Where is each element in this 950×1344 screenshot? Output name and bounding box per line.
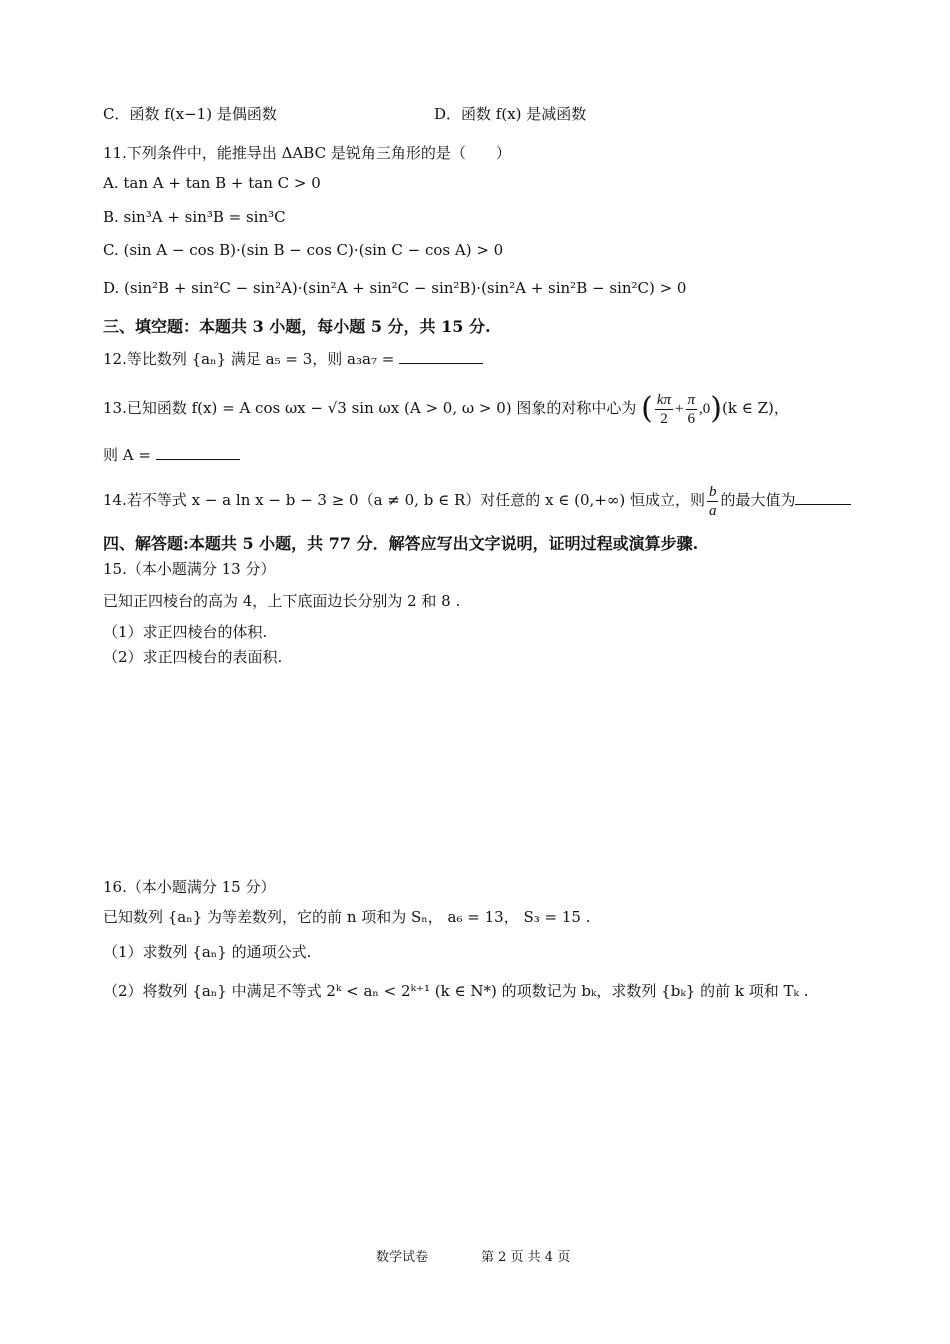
q13-plus: +: [675, 401, 684, 417]
q13-fraction-k-pi-over-2: $\frac{k\pi}{2}$: [656, 391, 672, 427]
q11-option-a: A. tan A + tan B + tan C > 0: [103, 174, 321, 192]
q12-stem: 12.等比数列 {aₙ} 满足 a₅ = 3，则 a₃a₇ =: [103, 350, 395, 368]
q15-stem: 已知正四棱台的高为 4，上下底面边长分别为 2 和 8 .: [103, 592, 461, 610]
q13-fraction-pi-over-6: $\frac{\pi}{6}$: [687, 391, 696, 427]
q13-tail: ,0: [699, 401, 711, 417]
q11-option-d: D. (sin²B + sin²C − sin²A)·(sin²A + sin²C − sin²B)·(sin²A + sin²B − sin²C) > 0: [103, 279, 687, 297]
q13-line2: [103, 444, 240, 466]
q11-stem: 11.下列条件中，能推导出 ΔABC 是锐角三角形的是（ ）: [103, 144, 511, 162]
q14-fraction-b-over-a: $\frac{b}{a}$: [708, 483, 717, 519]
q14-answer-blank: [795, 490, 851, 505]
q16-stem: 已知数列 {aₙ} 为等差数列，它的前 n 项和为 Sₙ， a₆ = 13， S₃ = 15 .: [103, 908, 591, 926]
section3-title: 三、填空题：本题共 3 小题，每小题 5 分，共 15 分.: [103, 317, 491, 336]
footer-subject: 数学试卷: [376, 1250, 429, 1265]
q13-stem: 13.已知函数 f(x) = A cos ωx − √3 sin ωx (A > 0, ω > 0) 图象的对称中心为: [103, 399, 637, 417]
q15-part2: （2）求正四棱台的表面积.: [103, 648, 283, 666]
q15-header: 15.（本小题满分 13 分）: [103, 560, 276, 578]
q13-answer-blank: [156, 445, 240, 460]
q12-answer-blank: [399, 349, 483, 364]
section4-title: 四、解答题:本题共 5 小题，共 77 分．解答应写出文字说明，证明过程或演算步骤.: [103, 534, 699, 553]
q16-part2: （2）将数列 {aₙ} 中满足不等式 2ᵏ < aₙ < 2ᵏ⁺¹ (k ∈ N*) 的项数记为 bₖ，求数列 {bₖ} 的前 k 项和 Tₖ .: [103, 982, 809, 1000]
q13-left-paren: (: [641, 391, 653, 426]
q13-condition: (k ∈ Z)，: [722, 399, 789, 417]
q11-option-c: C. (sin A − cos B)·(sin B − cos C)·(sin C − cos A) > 0: [103, 241, 504, 259]
q14-text: [103, 478, 851, 522]
q13-text: [103, 386, 789, 430]
q12-text: [103, 348, 483, 370]
q10-option-c: C．函数 f(x−1) 是偶函数: [103, 105, 277, 123]
q11-option-b: B. sin³A + sin³B = sin³C: [103, 208, 286, 226]
q13-answer-label: 则 A =: [103, 446, 151, 464]
q16-part1: （1）求数列 {aₙ} 的通项公式.: [103, 943, 312, 961]
q16-header: 16.（本小题满分 15 分）: [103, 878, 276, 896]
q14-tail: 的最大值为: [720, 491, 796, 509]
q10-option-d: D．函数 f(x) 是减函数: [434, 105, 587, 123]
q14-stem: 14.若不等式 x − a ln x − b − 3 ≥ 0（a ≠ 0, b ∈ R）对任意的 x ∈ (0,+∞) 恒成立，则: [103, 491, 705, 509]
q13-right-paren: ): [710, 391, 722, 426]
q15-part1: （1）求正四棱台的体积.: [103, 623, 268, 641]
footer-page-number: 第 2 页 共 4 页: [481, 1250, 571, 1265]
